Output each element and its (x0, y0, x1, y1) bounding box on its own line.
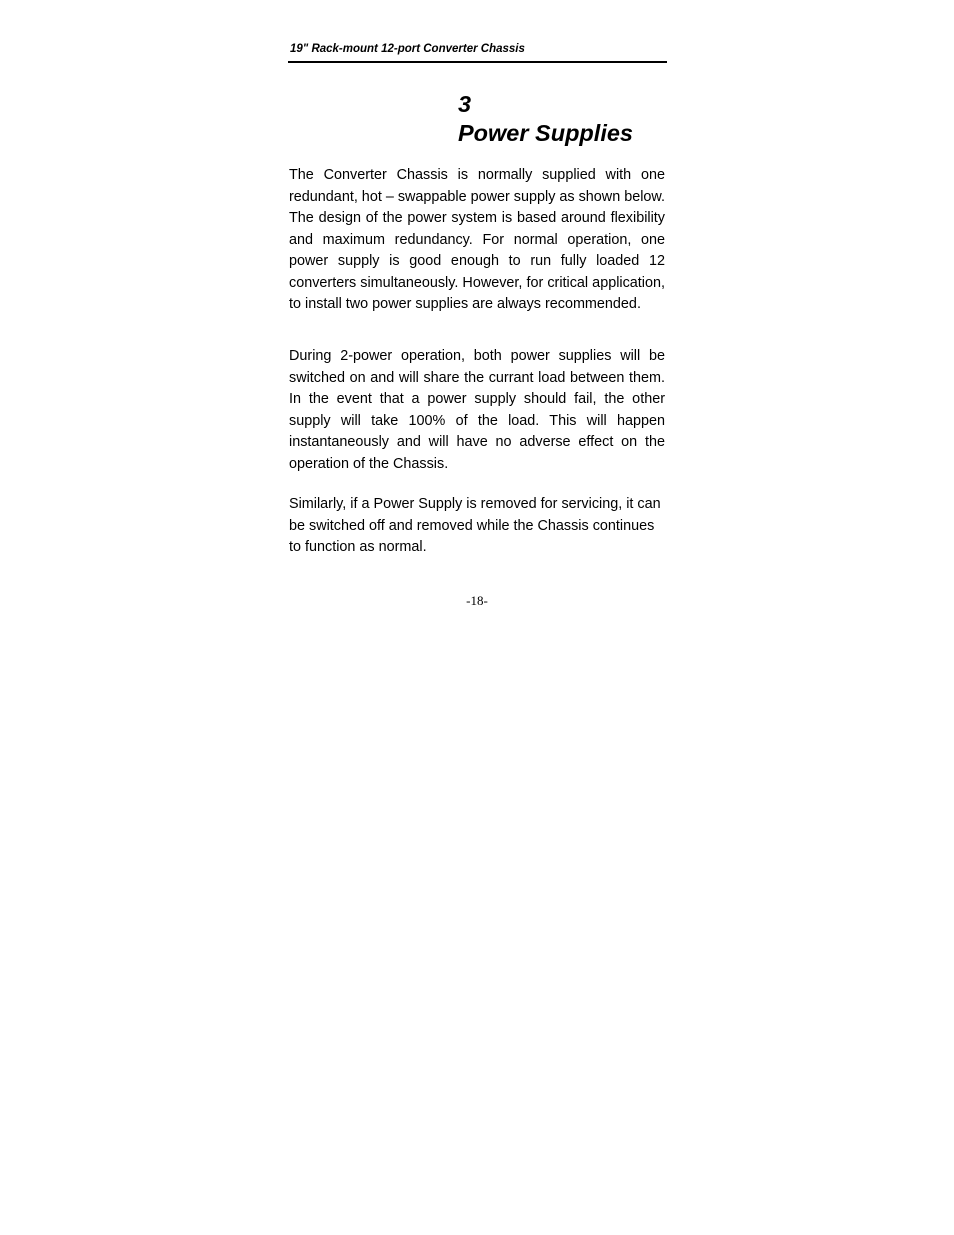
body-paragraph-1: The Converter Chassis is normally supplied with one redundant, hot – swappable power supply as shown below. The design of the power system is based around flexibility and maximum redundancy. For normal operation, one power supply is good enough to run fully loaded 12 converters simultaneously. However, for critical application, to install two power supplies are always recommended. (289, 167, 666, 312)
chapter-number: 3 (458, 91, 472, 117)
body-paragraph-3: Similarly, if a Power Supply is removed for servicing, it can be switched off and removed while the Chassis continues to function as normal. (289, 496, 661, 555)
page-number: -18- (466, 593, 488, 608)
chapter-heading (458, 90, 633, 148)
running-header (288, 43, 667, 63)
body-paragraph-2: During 2-power operation, both power supplies will be switched on and will share the currant load between them. In the event that a power supply should fail, the other supply will take 100% of the load. This will happen instantaneously and will have no adverse effect on the operation of the Chassis. (289, 348, 665, 472)
running-header-title: 19" Rack-mount 12-port Converter Chassis (290, 43, 525, 55)
chapter-title: Power Supplies (458, 120, 633, 146)
